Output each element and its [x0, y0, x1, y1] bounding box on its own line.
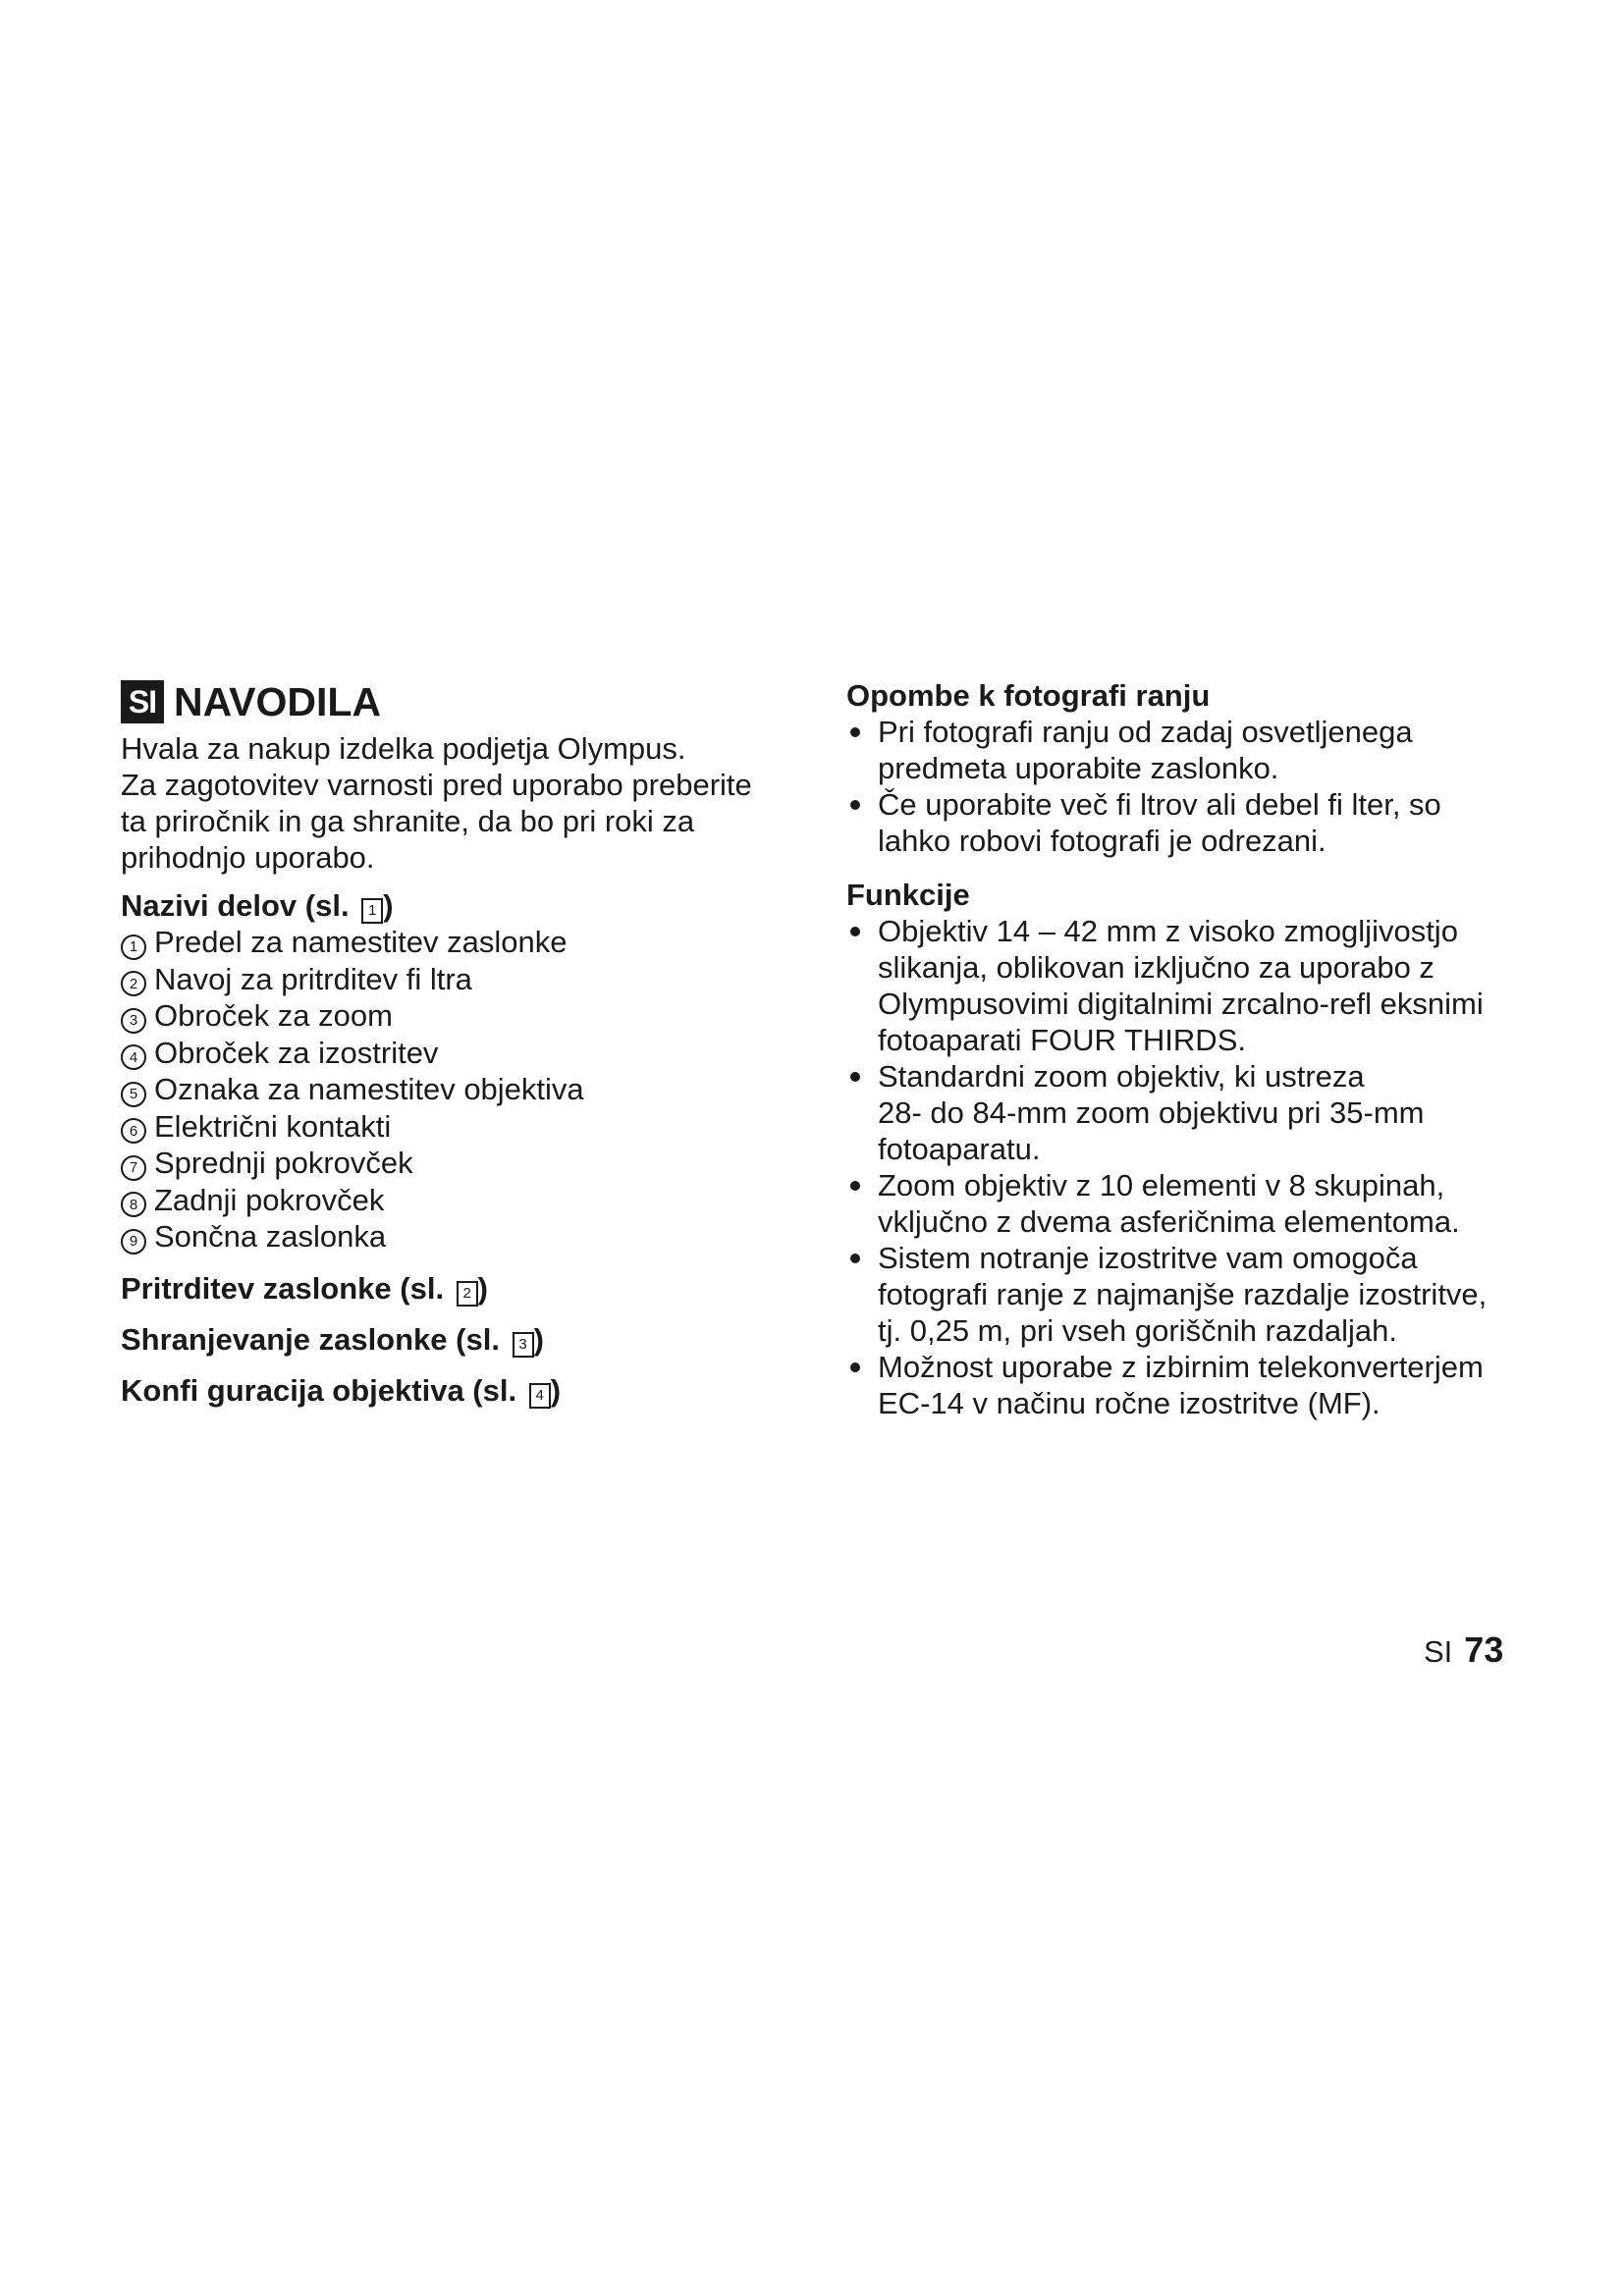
list-item — [121, 1071, 808, 1108]
list-item — [121, 1218, 808, 1255]
item-number: 2 — [121, 971, 146, 996]
item-text: Obroček za izostritev — [154, 1035, 439, 1070]
parts-heading — [121, 887, 808, 924]
item-number: 7 — [121, 1155, 146, 1181]
section-heading-close: ) — [477, 1270, 488, 1306]
section-heading-text: Konfi guracija objektiva (sl. — [121, 1372, 525, 1408]
item-line: fotoaparati FOUR THIRDS. — [878, 1023, 1246, 1057]
left-column — [121, 677, 808, 1409]
item-line: Olympusovimi digitalnimi zrcalno-refl eksnimi — [878, 987, 1484, 1021]
bullet-icon — [850, 1072, 860, 1082]
notes-heading: Opombe k fotografi ranju — [846, 678, 1211, 713]
item-line: Sistem notranje izostritve vam omogoča — [878, 1241, 1418, 1275]
item-number: 4 — [121, 1044, 146, 1070]
item-text: Sprednji pokrovček — [154, 1146, 413, 1180]
item-line: Če uporabite več fi ltrov ali debel fi lter, so — [878, 787, 1441, 822]
section-heading-storage — [121, 1321, 808, 1358]
parts-list — [121, 924, 808, 1255]
list-item — [121, 961, 808, 998]
page-number: 73 — [1464, 1629, 1504, 1670]
item-line: lahko robovi fotografi je odrezani. — [878, 824, 1326, 858]
intro-text — [121, 730, 808, 876]
intro-line: Hvala za nakup izdelka podjetja Olympus. — [121, 731, 686, 766]
item-line: Standardni zoom objektiv, ki ustreza — [878, 1059, 1365, 1094]
item-number: 6 — [121, 1118, 146, 1144]
bullet-icon — [850, 1362, 860, 1372]
item-text: Oznaka za namestitev objektiva — [154, 1072, 584, 1106]
list-item — [121, 997, 808, 1035]
notes-list — [846, 714, 1534, 859]
section-heading-attach — [121, 1270, 808, 1307]
item-line: slikanja, oblikovan izključno za uporabo z — [878, 950, 1435, 985]
bullet-icon — [850, 800, 860, 810]
list-item — [846, 1167, 1534, 1240]
item-line: Zoom objektiv z 10 elementi v 8 skupinah, — [878, 1168, 1445, 1202]
parts-heading-text: Nazivi delov (sl. — [121, 888, 358, 923]
item-line: predmeta uporabite zaslonko. — [878, 751, 1279, 785]
list-item — [121, 1145, 808, 1182]
bullet-icon — [850, 727, 860, 737]
list-item — [846, 1349, 1534, 1421]
item-text: Električni kontakti — [154, 1108, 392, 1144]
item-text: Predel za namestitev zaslonke — [154, 925, 568, 959]
list-item — [121, 1108, 808, 1146]
title-row — [121, 677, 808, 726]
parts-heading-close: ) — [383, 888, 394, 923]
item-line: Možnost uporabe z izbirnim telekonverterjem — [878, 1350, 1484, 1384]
item-number: 3 — [121, 1008, 146, 1034]
item-text: Sončna zaslonka — [154, 1219, 387, 1254]
list-item — [846, 913, 1534, 1058]
section-heading-config — [121, 1372, 808, 1409]
list-item — [121, 1182, 808, 1219]
list-item — [121, 924, 808, 961]
section-heading-text: Pritrditev zaslonke (sl. — [121, 1270, 453, 1306]
language-badge: SI — [121, 680, 164, 723]
item-text: Zadnji pokrovček — [154, 1182, 385, 1217]
item-line: tj. 0,25 m, pri vseh goriščnih razdaljah. — [878, 1313, 1397, 1348]
intro-line: prihodnjo uporabo. — [121, 840, 375, 875]
item-line: EC-14 v načinu ročne izostritve (MF). — [878, 1386, 1380, 1420]
item-line: fotoaparatu. — [878, 1132, 1041, 1166]
figure-ref-3: 3 — [513, 1332, 534, 1358]
list-item — [846, 786, 1534, 859]
section-heading-close: ) — [550, 1372, 562, 1408]
item-text: Obroček za zoom — [154, 998, 393, 1033]
item-line: vključno z dvema asferičnima elementoma. — [878, 1204, 1460, 1239]
bullet-icon — [850, 1254, 860, 1263]
page-title: NAVODILA — [174, 678, 382, 724]
list-item — [846, 1240, 1534, 1349]
functions-heading: Funkcije — [846, 878, 970, 912]
item-line: Pri fotografi ranju od zadaj osvetljenega — [878, 715, 1413, 749]
item-number: 5 — [121, 1082, 146, 1107]
functions-list — [846, 913, 1534, 1421]
intro-line: Za zagotovitev varnosti pred uporabo preberite — [121, 768, 752, 802]
item-text: Navoj za pritrditev fi ltra — [154, 961, 472, 996]
item-number: 1 — [121, 934, 146, 960]
item-line: 28- do 84-mm zoom objektivu pri 35-mm — [878, 1095, 1425, 1130]
list-item — [846, 1058, 1534, 1167]
footer-language: SI — [1424, 1634, 1453, 1669]
right-column — [846, 677, 1534, 1421]
bullet-icon — [850, 1181, 860, 1191]
item-line: Objektiv 14 – 42 mm z visoko zmogljivostjo — [878, 914, 1458, 948]
item-number: 8 — [121, 1192, 146, 1217]
page-footer — [1424, 1629, 1503, 1671]
list-item — [846, 714, 1534, 786]
intro-line: ta priročnik in ga shranite, da bo pri roki za — [121, 804, 695, 838]
section-heading-text: Shranjevanje zaslonke (sl. — [121, 1321, 509, 1357]
bullet-icon — [850, 927, 860, 936]
list-item — [121, 1035, 808, 1072]
figure-ref-4: 4 — [529, 1383, 551, 1409]
item-number: 9 — [121, 1229, 146, 1255]
figure-ref-1: 1 — [361, 898, 383, 924]
section-heading-close: ) — [533, 1321, 544, 1357]
figure-ref-2: 2 — [457, 1281, 478, 1307]
item-line: fotografi ranje z najmanjše razdalje izostritve, — [878, 1277, 1488, 1311]
